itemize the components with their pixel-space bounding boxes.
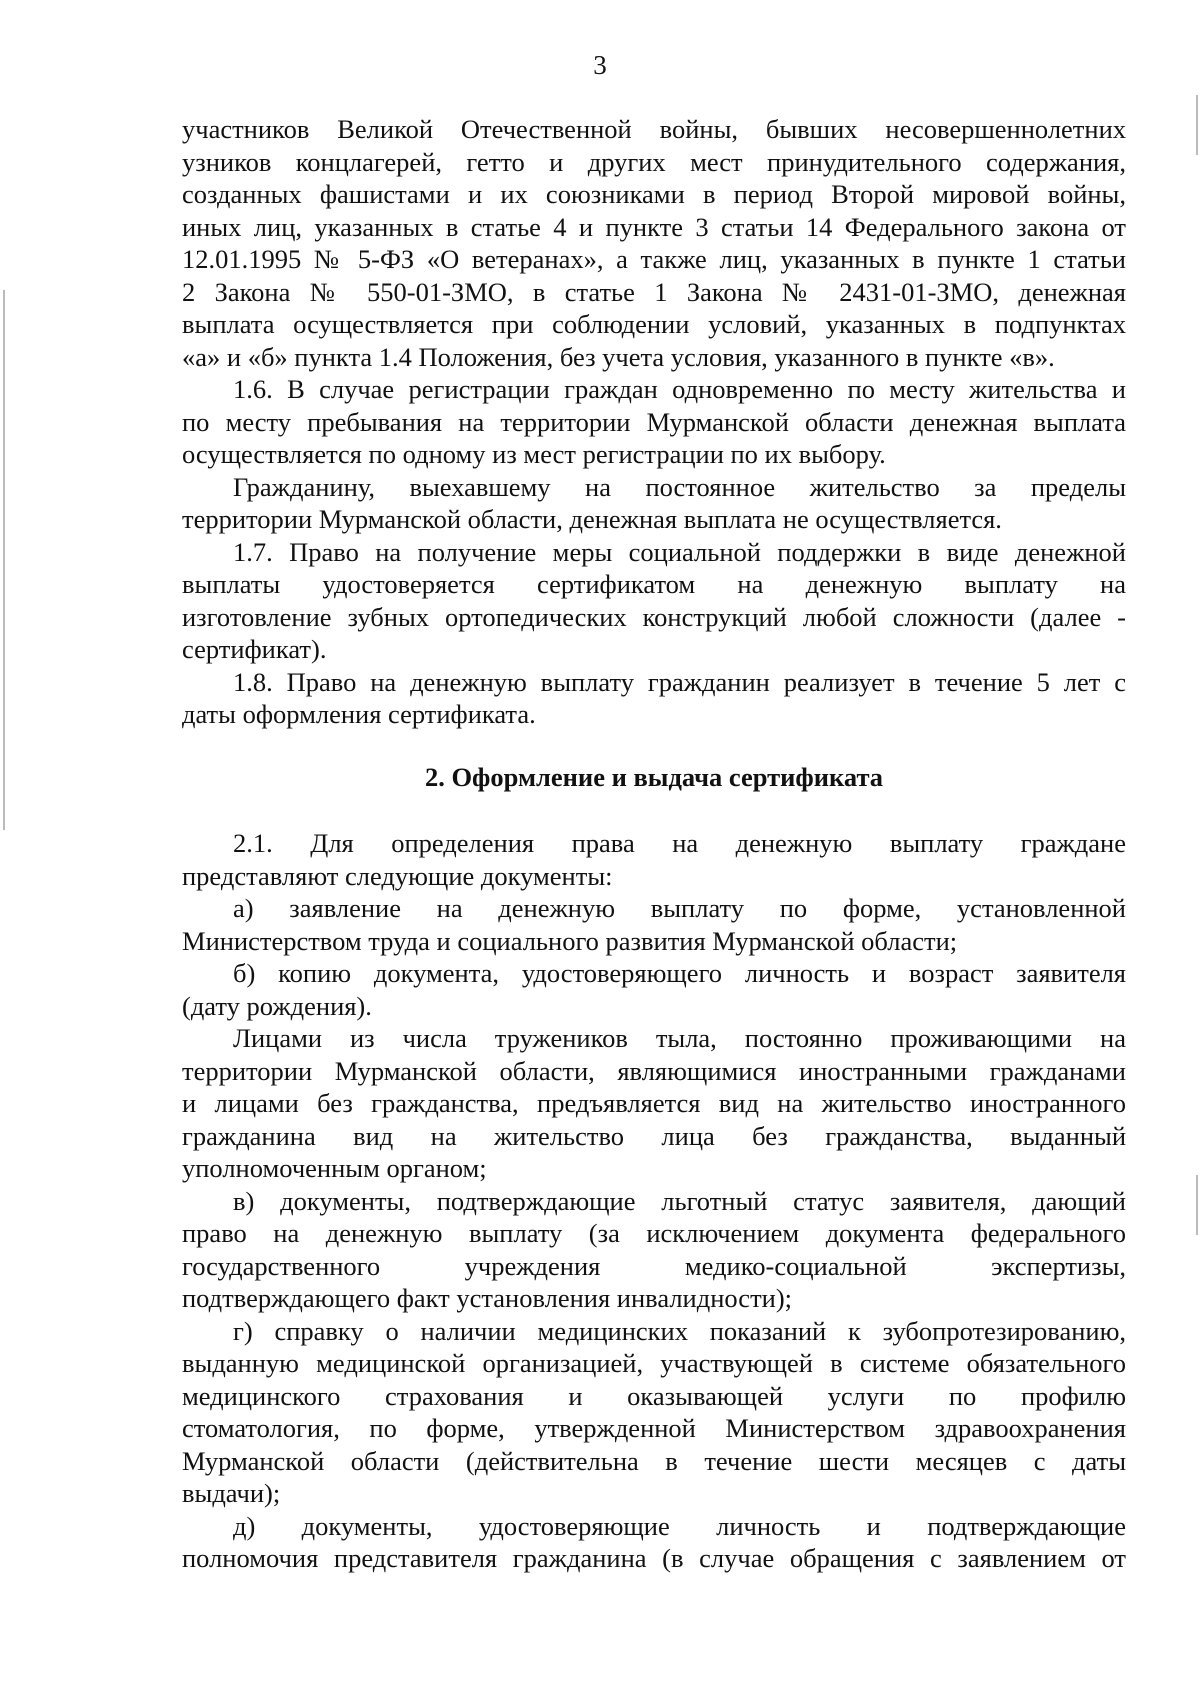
text-line: сертификат).: [182, 634, 327, 664]
text-line: Министерством труда и социального развития Мурманской области;: [182, 925, 958, 956]
text-line: 1.8. Право на денежную выплату гражданин реализует в течение 5 лет с: [233, 666, 1126, 697]
text-line: изготовление зубных ортопедических конструкций любой сложности (далее -: [182, 601, 1126, 632]
text-line: Гражданину, выехавшему на постоянное жительство за пределы: [233, 471, 1126, 502]
text-line: и лицами без гражданства, предъявляется вид на жительство иностранного: [182, 1088, 1126, 1118]
text-line: «а» и «б» пункта 1.4 Положения, без учета условия, указанного в пункте «в».: [182, 341, 1055, 372]
scan-artifact-right: [1196, 1175, 1198, 1235]
text-line: 1.6. В случае регистрации граждан одновременно по месту жительства и: [233, 374, 1126, 404]
text-line: выплаты удостоверяется сертификатом на денежную выплату на: [182, 569, 1126, 599]
text-line: территории Мурманской области, являющимися иностранными гражданами: [182, 1055, 1126, 1086]
text-line: подтверждающего факт установления инвалидности);: [182, 1283, 793, 1313]
text-line: медицинского страхования и оказывающей услуги по профилю: [182, 1380, 1126, 1411]
scan-artifact-left: [3, 290, 5, 830]
text-line: выданную медицинской организацией, участвующей в системе обязательного: [182, 1348, 1126, 1378]
text-line: 1.7. Право на получение меры социальной поддержки в виде денежной: [233, 536, 1126, 567]
text-line: гражданина вид на жительство лица без гражданства, выданный: [182, 1120, 1126, 1151]
text-line: представляют следующие документы:: [182, 860, 613, 891]
scan-artifact-right: [1196, 95, 1198, 155]
section-2-body: [182, 827, 1126, 1575]
text-line: право на денежную выплату (за исключением документа федерального: [182, 1218, 1126, 1248]
text-line: выдачи);: [182, 1478, 281, 1508]
document-body: [182, 113, 1126, 1575]
text-line: Лицами из числа тружеников тыла, постоянно проживающими на: [233, 1023, 1126, 1053]
text-line: по месту пребывания на территории Мурманской области денежная выплата: [182, 406, 1126, 437]
text-line: 12.01.1995 № 5-ФЗ «О ветеранах», а также лиц, указанных в пункте 1 статьи: [182, 244, 1126, 274]
text-line: б) копию документа, удостоверяющего личность и возраст заявителя: [233, 958, 1126, 988]
text-line: (дату рождения).: [182, 990, 372, 1021]
text-line: а) заявление на денежную выплату по форме, установленной: [233, 893, 1126, 923]
text-line: государственного учреждения медико-социальной экспертизы,: [182, 1250, 1126, 1281]
text-line: созданных фашистами и их союзниками в период Второй мировой войны,: [182, 179, 1126, 209]
text-line: 2 Закона № 550-01-ЗМО, в статье 1 Закона № 2431-01-ЗМО, денежная: [182, 276, 1126, 307]
text-line: 2.1. Для определения права на денежную выплату граждане: [233, 828, 1126, 858]
text-line: полномочия представителя гражданина (в случае обращения с заявлением от: [182, 1543, 1126, 1573]
text-line: стоматология, по форме, утвержденной Министерством здравоохранения: [182, 1413, 1126, 1443]
page-number: 3: [593, 50, 607, 80]
section-heading: 2. Оформление и выдача сертификата: [424, 761, 884, 792]
text-line: узников концлагерей, гетто и других мест принудительного содержания,: [182, 146, 1126, 177]
text-line: выплата осуществляется при соблюдении условий, указанных в подпунктах: [182, 309, 1126, 339]
text-line: г) справку о наличии медицинских показаний к зубопротезированию,: [233, 1315, 1126, 1346]
text-line: осуществляется по одному из мест регистрации по их выбору.: [182, 439, 886, 469]
text-line: уполномоченным органом;: [182, 1153, 487, 1183]
text-line: Мурманской области (действительна в течение шести месяцев с даты: [182, 1445, 1126, 1476]
text-line: д) документы, удостоверяющие личность и подтверждающие: [233, 1510, 1126, 1541]
section-1-continuation: [182, 113, 1126, 731]
text-line: участников Великой Отечественной войны, бывших несовершеннолетних: [182, 114, 1126, 144]
text-line: территории Мурманской области, денежная выплата не осуществляется.: [182, 504, 1002, 534]
text-line: в) документы, подтверждающие льготный статус заявителя, дающий: [233, 1185, 1126, 1216]
text-line: даты оформления сертификата.: [182, 699, 536, 729]
text-line: иных лиц, указанных в статье 4 и пункте 3 статьи 14 Федерального закона от: [182, 211, 1126, 242]
